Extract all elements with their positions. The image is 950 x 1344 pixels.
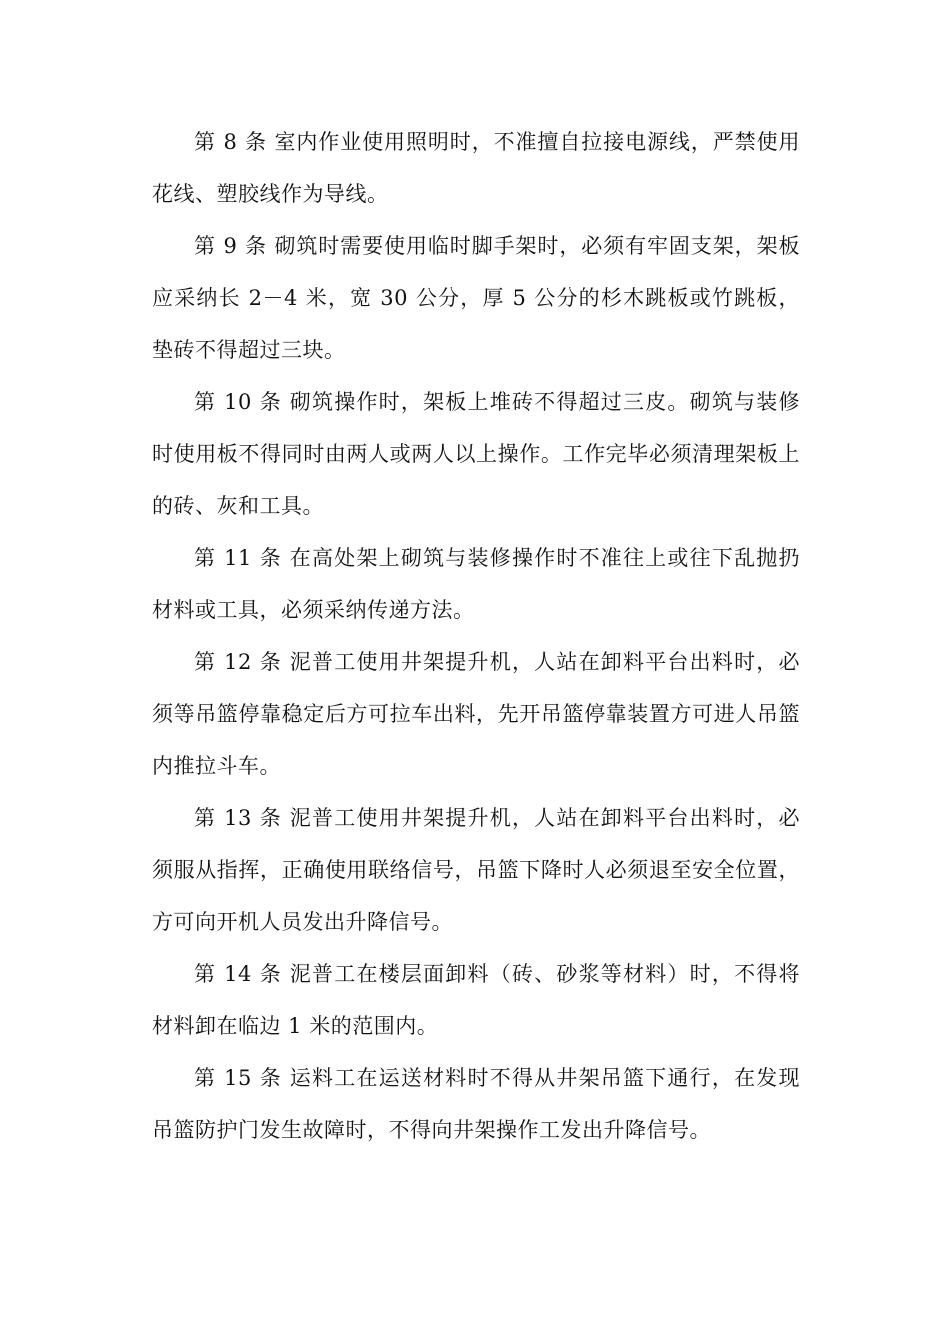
article-9-paragraph: 第 9 条 砌筑时需要使用临时脚手架时，必须有牢固支架，架板应采纳长 2－4 米，宽 30 公分，厚 5 公分的杉木跳板或竹跳板，垫砖不得超过三块。 — [152, 234, 800, 362]
article-12-paragraph: 第 12 条 泥普工使用井架提升机，人站在卸料平台出料时，必须等吊篮停靠稳定后方可拉车出料，先开吊篮停靠装置方可进人吊篮内推拉斗车。 — [152, 650, 800, 778]
article-14-paragraph: 第 14 条 泥普工在楼层面卸料（砖、砂浆等材料）时，不得将材料卸在临边 1 米的范围内。 — [152, 962, 800, 1038]
article-8-paragraph: 第 8 条 室内作业使用照明时，不准擅自拉接电源线，严禁使用花线、塑胶线作为导线。 — [152, 130, 800, 206]
document-body — [152, 116, 800, 1156]
article-15-paragraph: 第 15 条 运料工在运送材料时不得从井架吊篮下通行，在发现吊篮防护门发生故障时，不得向井架操作工发出升降信号。 — [152, 1066, 800, 1142]
article-10-paragraph: 第 10 条 砌筑操作时，架板上堆砖不得超过三皮。砌筑与装修时使用板不得同时由两人或两人以上操作。工作完毕必须清理架板上的砖、灰和工具。 — [152, 390, 800, 518]
article-13-paragraph: 第 13 条 泥普工使用井架提升机，人站在卸料平台出料时，必须服从指挥，正确使用联络信号，吊篮下降时人必须退至安全位置，方可向开机人员发出升降信号。 — [152, 806, 800, 934]
article-11-paragraph: 第 11 条 在高处架上砌筑与装修操作时不准往上或往下乱抛扔材料或工具，必须采纳传递方法。 — [152, 546, 800, 622]
